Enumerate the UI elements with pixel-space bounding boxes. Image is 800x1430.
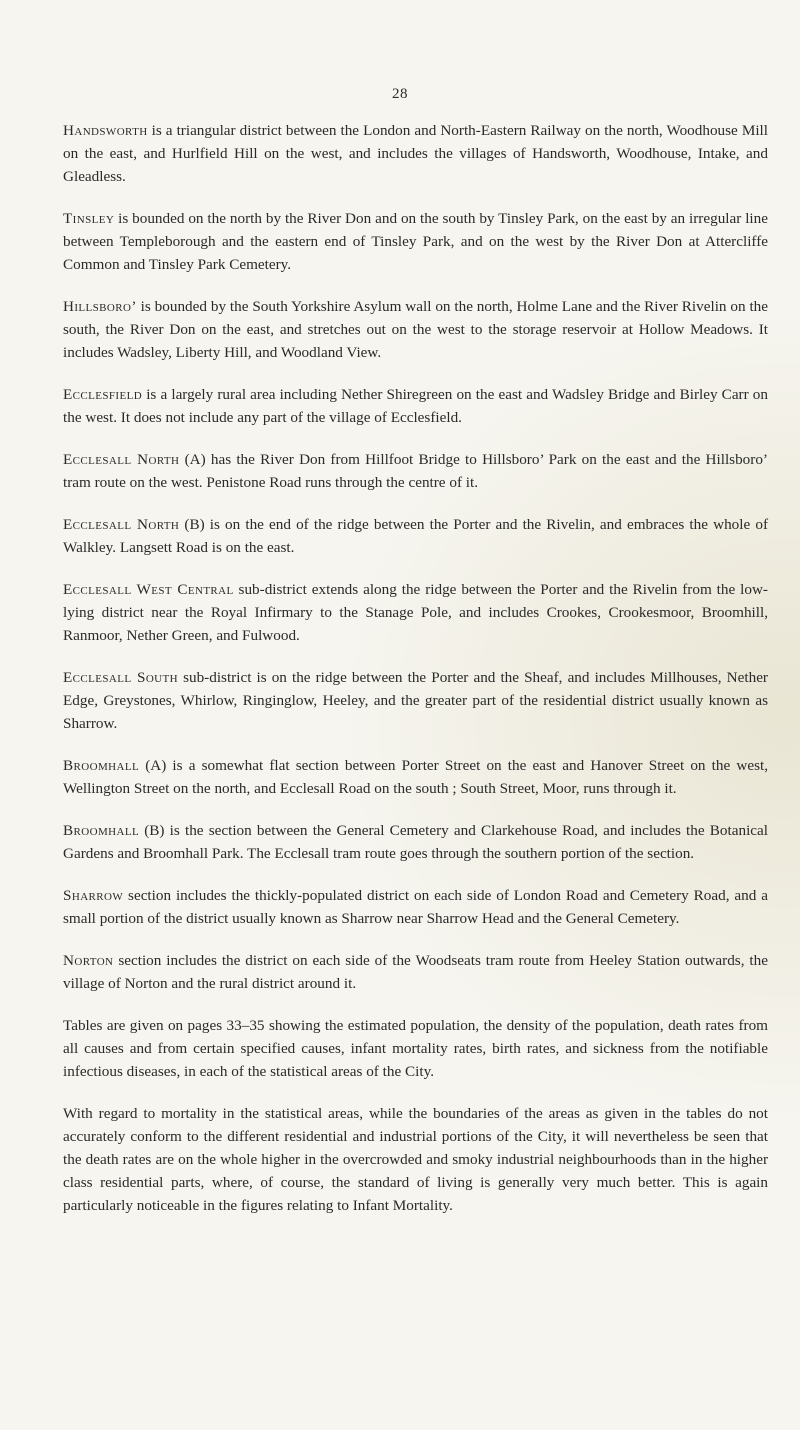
- paragraph-text: is bounded by the South Yorkshire Asylum wall on the north, Holme Lane and the River Rivelin on the south, the River Don on the east, and stretches out on the west to the storage reservoir at Hollow Meadows. It includes Wadsley, Liberty Hill, and Woodland View.: [63, 298, 768, 361]
- paragraph-text: (B) is on the end of the ridge between the Porter and the Rivelin, and embraces the whole of Walkley. Langsett Road is on the east.: [63, 516, 769, 556]
- paragraph-lead: Sharrow: [63, 887, 124, 904]
- paragraph-handsworth: [63, 119, 768, 188]
- paragraph-lead: Ecclesall North: [63, 451, 180, 468]
- paragraph-text: section includes the district on each side of the Woodseats tram route from Heeley Station outwards, the village of Norton and the rural district around it.: [63, 952, 768, 992]
- paragraph-text: sub-district is on the ridge between the Porter and the Sheaf, and includes Millhouses, Nether Edge, Greystones, Whirlow, Ringinglow, Heeley, and the greater part of the residential district usually known as Sharrow.: [63, 669, 768, 732]
- paragraph-tinsley: [63, 207, 768, 276]
- paragraph-sharrow: [63, 884, 768, 930]
- paragraph-ecclesfield: [63, 383, 768, 429]
- paragraph-text: Tables are given on pages 33–35 showing the estimated population, the density of the population, death rates from all causes and from certain specified causes, infant mortality rates, birth rates, and sickness from the notifiable infectious diseases, in each of the statistical areas of the City.: [63, 1017, 768, 1080]
- paragraph-lead: Broomhall: [63, 757, 140, 774]
- paragraph-lead: Ecclesall South: [63, 669, 178, 686]
- paragraph-mortality: [63, 1102, 768, 1217]
- paragraph-ecclesall-west-central: [63, 578, 768, 647]
- paragraph-lead: Tinsley: [63, 210, 115, 227]
- paragraph-text: (A) is a somewhat flat section between Porter Street on the east and Hanover Street on the west, Wellington Street on the north, and Ecclesall Road on the south ; South Street, Moor, runs through it.: [63, 757, 768, 797]
- paragraph-lead: Ecclesfield: [63, 386, 143, 403]
- paragraph-hillsboro: [63, 295, 768, 364]
- paragraph-lead: Ecclesall North: [63, 516, 180, 533]
- paragraph-text: is a triangular district between the London and North-Eastern Railway on the north, Woodhouse Mill on the east, and Hurlfield Hill on the west, and includes the villages of Handsworth, Woodhouse, Intake, and Gleadless.: [63, 122, 768, 185]
- body-text: [63, 119, 768, 1236]
- paragraph-text: With regard to mortality in the statistical areas, while the boundaries of the areas as given in the tables do not accurately conform to the different residential and industrial portions of the City, it will nevertheless be seen that the death rates are on the whole higher in the overcrowded and smoky industrial neighbourhoods than in the higher class residential parts, where, of course, the standard of living is generally very much better. This is again particularly noticeable in the figures relating to Infant Mortality.: [63, 1105, 768, 1214]
- paragraph-lead: Ecclesall West Central: [63, 581, 234, 598]
- paragraph-norton: [63, 949, 768, 995]
- paragraph-text: is bounded on the north by the River Don and on the south by Tinsley Park, on the east by an irregular line between Templeborough and the eastern end of Tinsley Park, and on the west by the River Don at Attercliffe Common and Tinsley Park Cemetery.: [63, 210, 768, 273]
- page-number: 28: [392, 86, 408, 102]
- paragraph-text: section includes the thickly-populated district on each side of London Road and Cemetery Road, and a small portion of the district usually known as Sharrow near Sharrow Head and the General Cemetery.: [63, 887, 768, 927]
- paragraph-text: is a largely rural area including Nether Shiregreen on the east and Wadsley Bridge and Birley Carr on the west. It does not include any part of the village of Ecclesfield.: [63, 386, 768, 426]
- paragraph-tables: [63, 1014, 768, 1083]
- paragraph-broomhall-b: [63, 819, 768, 865]
- paragraph-ecclesall-south: [63, 666, 768, 735]
- paragraph-lead: Broomhall: [63, 822, 140, 839]
- paragraph-lead: Handsworth: [63, 122, 148, 139]
- paragraph-lead: Hillsboro’: [63, 298, 137, 315]
- paragraph-text: sub-district extends along the ridge between the Porter and the Rivelin from the low-lying district near the Royal Infirmary to the Stanage Pole, and includes Crookes, Crookesmoor, Broomhill, Ranmoor, Nether Green, and Fulwood.: [63, 581, 768, 644]
- paragraph-ecclesall-north-b: [63, 513, 768, 559]
- paragraph-broomhall-a: [63, 754, 768, 800]
- paragraph-text: (B) is the section between the General Cemetery and Clarkehouse Road, and includes the Botanical Gardens and Broomhall Park. The Ecclesall tram route goes through the southern portion of the section.: [63, 822, 768, 862]
- paragraph-lead: Norton: [63, 952, 114, 969]
- paragraph-text: (A) has the River Don from Hillfoot Bridge to Hillsboro’ Park on the east and the Hillsboro’ tram route on the west. Penistone Road runs through the centre of it.: [63, 451, 768, 491]
- paragraph-ecclesall-north-a: [63, 448, 768, 494]
